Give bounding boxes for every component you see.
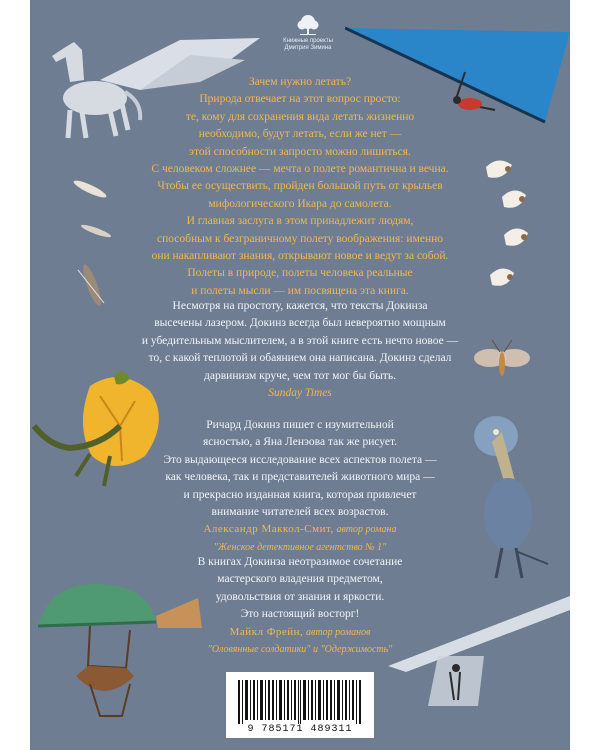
intro-line: способным к безграничному полету воображения: именно bbox=[156, 232, 444, 245]
intro-line: Чтобы ее осуществить, пройден большой путь от крыльев bbox=[157, 180, 443, 193]
book-back-cover bbox=[30, 0, 570, 750]
quote-attribution bbox=[120, 521, 480, 538]
intro-line: Природа отвечает на этот вопрос просто: bbox=[199, 93, 401, 106]
quote-line: внимание читателей всех возрастов. bbox=[211, 506, 389, 519]
intro-line: Полеты в природе, полеты человека реальные bbox=[187, 267, 413, 280]
quote-line: Это выдающееся исследование всех аспектов полета — bbox=[163, 453, 437, 466]
quote-author: Александр Маккол-Смит, bbox=[203, 523, 334, 536]
quote-author: Майкл Фрейн, bbox=[229, 625, 304, 638]
quote-line: мастерского владения предметом, bbox=[217, 573, 383, 586]
intro-line: те, кому для сохранения вида летать жизненно bbox=[185, 110, 415, 123]
quote-line: то, с какой теплотой и обаянием она написана. Докинз сделал bbox=[148, 352, 452, 365]
quote-line: и убедительным мыслителем, а в этой книге есть нечто новое — bbox=[141, 334, 459, 347]
quote-line: как человека, так и представителей животного мира — bbox=[165, 471, 435, 484]
quote-author-book: "Женское детективное агентство № 1" bbox=[213, 541, 387, 553]
quote-line: высечены лазером. Докинз всегда был невероятно мощным bbox=[154, 317, 446, 330]
intro-line: они накапливают знания, открывают новое и ведут за собой. bbox=[151, 250, 449, 263]
quote-line: удовольствия от знания и яркости. bbox=[215, 590, 385, 603]
intro-line: И главная заслуга в этом принадлежит людям, bbox=[186, 215, 414, 228]
quote-line: дарвинизм круче, чем тот мог бы быть. bbox=[204, 369, 396, 382]
intro-line: мифологического Икара до самолета. bbox=[208, 197, 392, 210]
quote-line: Несмотря на простоту, кажется, что тексты Докинза bbox=[172, 300, 428, 312]
quote-line: Это настоящий восторг! bbox=[240, 608, 360, 621]
review-quote-sunday-times bbox=[102, 298, 498, 402]
quote-line: Ричард Докинз пишет с изумительной bbox=[206, 419, 394, 431]
barcode-bars bbox=[238, 680, 362, 724]
isbn-number: 9 785171 489311 bbox=[247, 724, 353, 735]
review-quote-mccall-smith bbox=[120, 417, 480, 556]
quote-line: и прекрасно изданная книга, которая привлечет bbox=[183, 488, 417, 501]
quote-line: В книгах Докинза неотразимое сочетание bbox=[197, 556, 403, 568]
quote-author-role: автор романов bbox=[306, 626, 371, 638]
quote-source: Sunday Times bbox=[268, 387, 332, 400]
intro-line: этой способности запросто можно лишиться. bbox=[189, 145, 411, 158]
publisher-logo bbox=[278, 14, 338, 52]
intro-line: С человеком сложнее — мечта о полете романтична и вечна. bbox=[151, 163, 449, 176]
quote-author-book: "Оловянные солдатики" и "Одержимость" bbox=[207, 644, 393, 656]
intro-line: и полеты мысли — им посвящена эта книга. bbox=[191, 284, 409, 297]
intro-line: Зачем нужно летать? bbox=[248, 76, 352, 88]
quote-line: ясностью, а Яна Ленэова так же рисует. bbox=[202, 436, 398, 449]
tree-icon bbox=[295, 14, 321, 36]
intro-text bbox=[102, 74, 498, 300]
publisher-name-line2: Дмитрия Зимина bbox=[284, 45, 332, 51]
review-quote-frayn bbox=[120, 554, 480, 658]
publisher-name-line1: Книжные проекты bbox=[283, 38, 333, 44]
isbn-barcode bbox=[226, 672, 374, 738]
quote-author-role: автор романа bbox=[336, 524, 397, 536]
intro-line: необходимо, будут летать, если же нет — bbox=[198, 128, 402, 141]
quote-attribution bbox=[120, 624, 480, 641]
